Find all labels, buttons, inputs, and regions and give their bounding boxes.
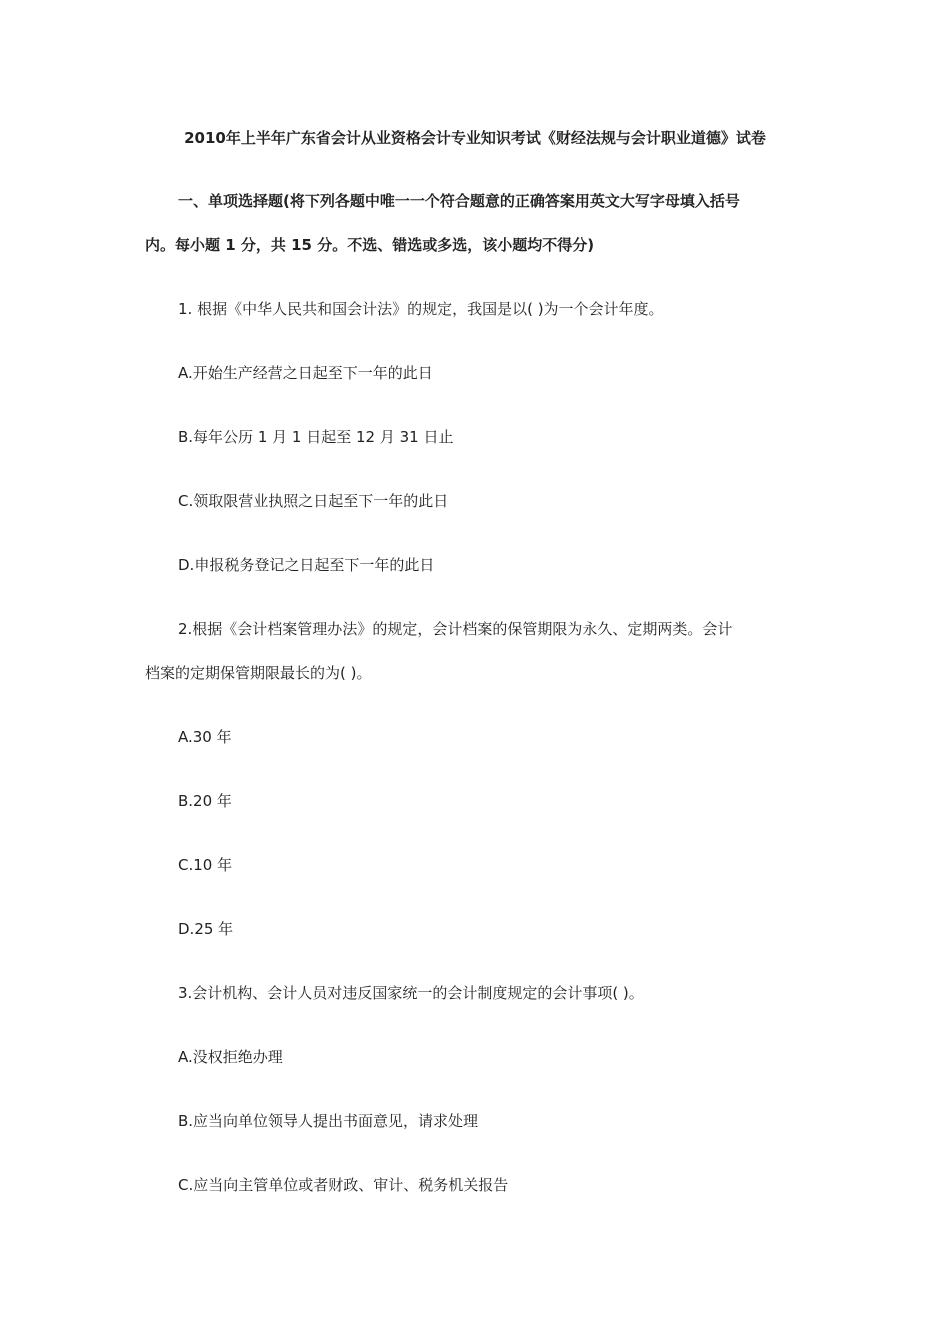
question-2-option-c: C.10 年	[178, 856, 233, 874]
question-3-stem: 3.会计机构、会计人员对违反国家统一的会计制度规定的会计事项( )。	[178, 984, 644, 1002]
question-2-option-a: A.30 年	[178, 728, 232, 746]
question-1-option-c: C.领取限营业执照之日起至下一年的此日	[178, 492, 449, 510]
question-2-option-d: D.25 年	[178, 920, 234, 938]
question-1-option-a: A.开始生产经营之日起至下一年的此日	[178, 364, 433, 382]
question-2-option-b: B.20 年	[178, 792, 232, 810]
section-heading-line-2: 内。每小题 1 分，共 15 分。不选、错选或多选，该小题均不得分)	[145, 236, 595, 254]
question-3-option-b: B.应当向单位领导人提出书面意见，请求处理	[178, 1112, 479, 1130]
question-1-option-d: D.申报税务登记之日起至下一年的此日	[178, 556, 435, 574]
question-2-stem-line-1: 2.根据《会计档案管理办法》的规定，会计档案的保管期限为永久、定期两类。会计	[178, 620, 733, 638]
document-title: 2010年上半年广东省会计从业资格会计专业知识考试《财经法规与会计职业道德》试卷	[184, 129, 766, 147]
section-heading-line-1: 一、单项选择题(将下列各题中唯一一个符合题意的正确答案用英文大写字母填入括号	[178, 192, 740, 210]
question-1-stem: 1. 根据《中华人民共和国会计法》的规定，我国是以( )为一个会计年度。	[178, 300, 664, 318]
question-3-option-c: C.应当向主管单位或者财政、审计、税务机关报告	[178, 1176, 509, 1194]
question-1-option-b: B.每年公历 1 月 1 日起至 12 月 31 日止	[178, 428, 454, 446]
question-2-stem-line-2: 档案的定期保管期限最长的为( )。	[145, 664, 372, 682]
question-3-option-a: A.没权拒绝办理	[178, 1048, 283, 1066]
